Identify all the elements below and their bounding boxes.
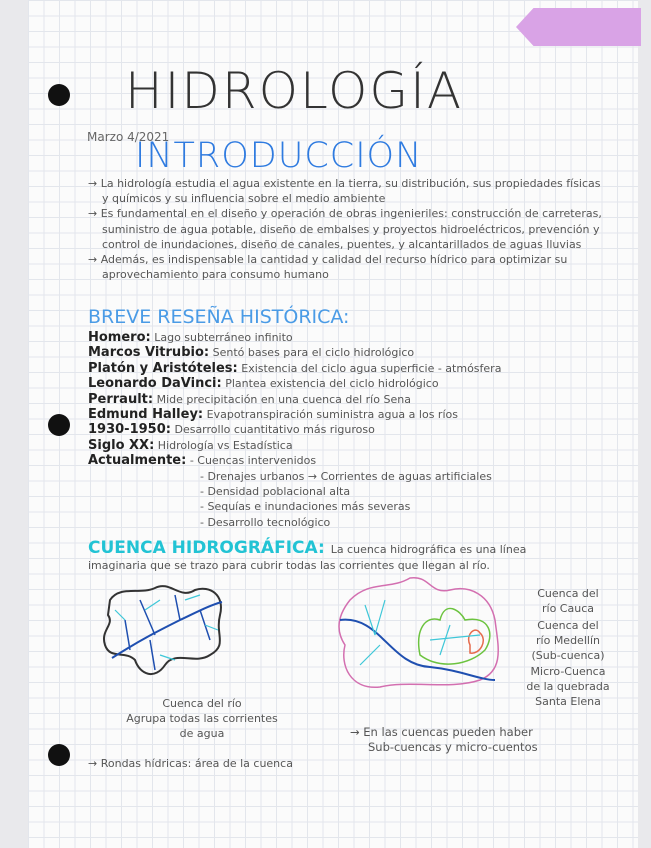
caption-line: Agrupa todas las corrientes	[126, 712, 278, 725]
intro-heading: INTRODUCCIÓN	[135, 136, 423, 176]
history-item	[88, 361, 501, 376]
history-value: Desarrollo cuantitativo más riguroso	[174, 423, 375, 437]
history-item	[88, 330, 501, 345]
label-line: Cuenca del	[537, 619, 599, 632]
label-line: río Medellín	[536, 634, 600, 647]
history-value: Lago subterráneo infinito	[154, 331, 293, 344]
history-item	[88, 422, 501, 437]
basin-heading	[88, 538, 526, 558]
basin-diagram-right	[330, 575, 530, 695]
history-key: Leonardo DaVinci:	[88, 376, 222, 392]
current-item: - Sequías e inundaciones más severas	[200, 500, 411, 514]
left-caption	[112, 696, 292, 741]
bullet: → Además, es indispensable la cantidad y calidad del recurso hídrico para optimizar su aprovechamiento para consumo humano	[88, 253, 568, 282]
footer-note: → Rondas hídricas: área de la cuenca	[88, 757, 293, 770]
page-tab	[516, 8, 641, 46]
current-item: - Densidad poblacional alta	[200, 485, 351, 499]
history-item	[88, 392, 501, 407]
history-item	[88, 345, 501, 360]
caption-line: de agua	[179, 727, 225, 740]
label-line: (Sub-cuenca)	[531, 649, 605, 662]
label-medellin	[518, 618, 618, 663]
basin-title: CUENCA HIDROGRÁFICA:	[88, 538, 325, 558]
basin-diagram-left	[100, 580, 230, 685]
label-line: Cuenca del	[537, 587, 599, 600]
intro-bullets	[88, 176, 608, 282]
history-key: 1930-1950:	[88, 422, 171, 438]
basin-text: La cuenca hidrográfica es una línea	[330, 543, 527, 556]
current-item: - Drenajes urbanos → Corrientes de aguas artificiales	[200, 469, 492, 483]
binder-hole	[48, 84, 70, 106]
page-title: HIDROLOGÍA	[125, 62, 464, 120]
history-value: Plantea existencia del ciclo hidrológico	[225, 377, 439, 391]
history-key: Platón y Aristóteles:	[88, 360, 238, 376]
history-key: Edmund Halley:	[88, 407, 204, 423]
history-list	[88, 330, 501, 530]
history-item	[88, 376, 501, 391]
history-value: Existencia del ciclo agua superficie - atmósfera	[241, 361, 502, 375]
history-value: Sentó bases para el ciclo hidrológico	[212, 346, 415, 360]
binder-hole	[48, 414, 70, 436]
note-line: Sub-cuencas y micro-cuentos	[368, 740, 538, 754]
basin-note	[350, 725, 538, 755]
history-value: Hidrología vs Estadística	[157, 438, 293, 452]
label-line: de la quebrada	[526, 680, 610, 693]
history-key: Siglo XX:	[88, 437, 155, 453]
bullet: → La hidrología estudia el agua existente en la tierra, su distribución, sus propiedades físicas y químicos y su influencia sobre el medio ambiente	[88, 177, 601, 206]
history-key: Perrault:	[88, 391, 154, 407]
bullet: → Es fundamental en el diseño y operación de obras ingenieriles: construcción de carreteras, suministro de agua potable, diseño de embalses y proyectos hidroeléctricos, prevención y control de inundaciones, diseño de canales, puentes, y alcantarillados de aguas lluvias	[88, 207, 602, 251]
label-line: río Cauca	[542, 602, 594, 615]
label-micro	[518, 664, 618, 709]
label-line: Micro-Cuenca	[530, 665, 606, 678]
date: Marzo 4/2021	[87, 130, 170, 144]
basin-text-2: imaginaria que se trazo para cubrir todas las corrientes que llegan al río.	[88, 559, 490, 572]
history-key: Marcos Vitrubio:	[88, 345, 210, 361]
history-key: Homero:	[88, 330, 151, 345]
history-heading: BREVE RESEÑA HISTÓRICA:	[88, 306, 350, 328]
history-key: Actualmente:	[88, 453, 187, 469]
binder-hole	[48, 744, 70, 766]
history-value: - Cuencas intervenidos	[189, 454, 317, 468]
history-value: Mide precipitación en una cuenca del río Sena	[156, 392, 411, 406]
history-item	[88, 453, 501, 468]
history-item	[88, 407, 501, 422]
history-value: Evapotranspiración suministra agua a los ríos	[206, 408, 458, 422]
history-item	[88, 438, 501, 453]
label-line: Santa Elena	[535, 695, 601, 708]
note-line: → En las cuencas pueden haber	[350, 725, 533, 739]
caption-line: Cuenca del río	[162, 697, 242, 710]
current-item: - Desarrollo tecnológico	[200, 515, 331, 529]
label-cauca	[518, 586, 618, 616]
